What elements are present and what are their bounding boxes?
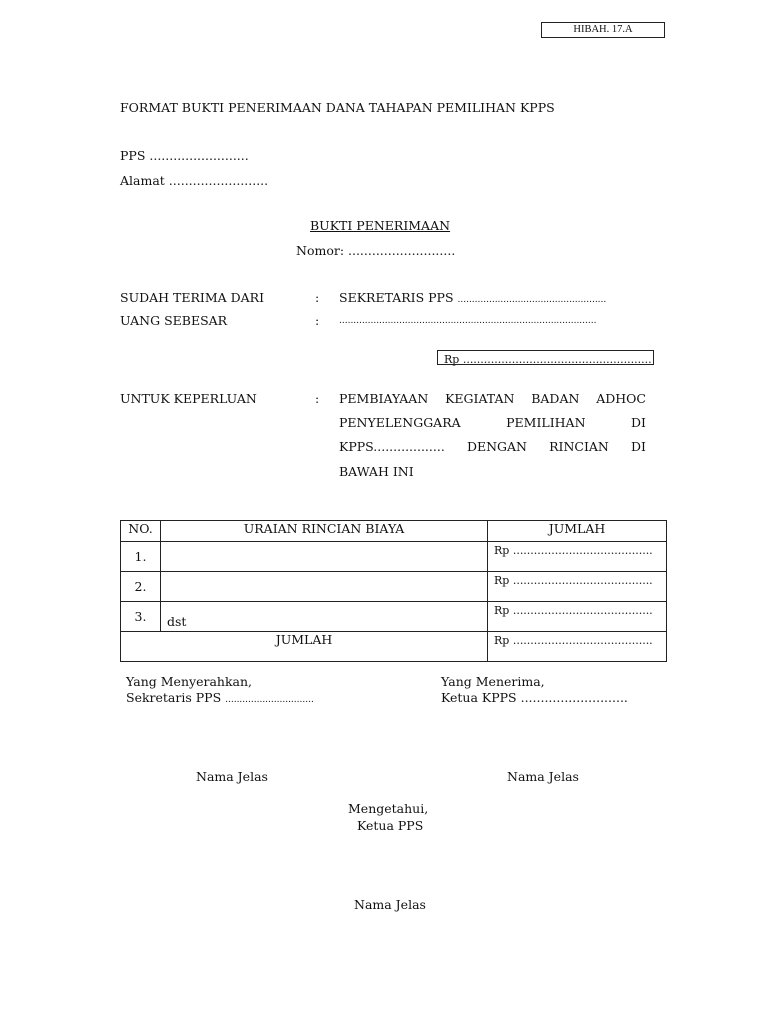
nomor-label: Nomor: — [296, 243, 345, 258]
rp-amount-box — [437, 350, 654, 365]
form-code-box — [541, 22, 665, 38]
alamat-dots: ......................... — [168, 173, 269, 188]
receipt-number — [296, 243, 455, 258]
keperluan-word: KPPS.................. — [339, 439, 445, 454]
keperluan-word: DI — [631, 415, 646, 430]
keperluan-colon: : — [315, 391, 320, 406]
table-row — [121, 602, 667, 632]
document-title: FORMAT BUKTI PENERIMAAN DANA TAHAPAN PEMILIHAN KPPS — [120, 100, 555, 115]
terima-value-line — [339, 290, 606, 305]
keperluan-label: UNTUK KEPERLUAN — [120, 391, 257, 406]
terima-dots: .................................................... — [457, 295, 607, 305]
ketua-pps-label: Ketua PPS — [357, 818, 424, 833]
giver-role: Sekretaris PPS — [126, 690, 222, 705]
total-label: JUMLAH — [121, 632, 488, 662]
keperluan-word: PEMBIAYAAN — [339, 391, 429, 406]
uang-label: UANG SEBESAR — [120, 313, 228, 328]
header-jumlah: JUMLAH — [488, 521, 667, 542]
giver-role-line — [126, 690, 314, 705]
receiver-name: Nama Jelas — [507, 769, 579, 784]
uang-dots: .......................................................................................... — [339, 316, 597, 326]
keperluan-word: BADAN — [531, 391, 580, 406]
giver-dots: ............................... — [225, 695, 314, 705]
keperluan-word: DENGAN — [466, 439, 527, 454]
row-jumlah: Rp ........................................ — [488, 542, 667, 572]
keperluan-line-4: BAWAH INI — [339, 464, 414, 479]
keperluan-word: DI — [631, 439, 646, 454]
receiver-role: Ketua KPPS — [441, 690, 517, 705]
keperluan-line-1 — [339, 391, 646, 406]
alamat-line — [120, 173, 268, 188]
keperluan-line-2 — [339, 415, 646, 430]
terima-label: SUDAH TERIMA DARI — [120, 290, 265, 305]
header-no: NO. — [121, 521, 161, 542]
row-uraian — [161, 542, 488, 572]
table-row — [121, 542, 667, 572]
row-no: 2. — [121, 572, 161, 602]
pps-label: PPS — [120, 148, 146, 163]
table-row — [121, 572, 667, 602]
receiver-title: Yang Menerima, — [441, 674, 545, 689]
nomor-dots: ........................... — [348, 243, 456, 258]
giver-name: Nama Jelas — [196, 769, 268, 784]
receiver-role-line — [441, 690, 628, 705]
table-total-row — [121, 632, 667, 662]
cost-table — [120, 520, 667, 662]
giver-title: Yang Menyerahkan, — [126, 674, 252, 689]
keperluan-word: ADHOC — [596, 391, 646, 406]
alamat-label: Alamat — [120, 173, 165, 188]
receipt-title: BUKTI PENERIMAAN — [310, 218, 451, 233]
receiver-dots: ........................... — [520, 690, 628, 705]
row-uraian — [161, 572, 488, 602]
row-no: 3. — [121, 602, 161, 632]
ketua-pps-name: Nama Jelas — [354, 897, 426, 912]
mengetahui-label: Mengetahui, — [348, 801, 429, 816]
row-uraian: dst — [161, 602, 488, 632]
total-jumlah: Rp ........................................ — [488, 632, 667, 662]
keperluan-word: PEMILIHAN — [506, 415, 586, 430]
keperluan-word: KEGIATAN — [445, 391, 515, 406]
table-header-row — [121, 521, 667, 542]
pps-dots: ......................... — [149, 148, 249, 163]
header-uraian: URAIAN RINCIAN BIAYA — [161, 521, 488, 542]
row-no: 1. — [121, 542, 161, 572]
form-code: HIBAH. 17.A — [573, 24, 633, 35]
pps-line — [120, 148, 249, 163]
uang-colon: : — [315, 313, 320, 328]
keperluan-word: RINCIAN — [549, 439, 609, 454]
keperluan-word: PENYELENGGARA — [339, 415, 461, 430]
terima-colon: : — [315, 290, 320, 305]
row-jumlah: Rp ........................................ — [488, 602, 667, 632]
keperluan-line-3 — [339, 439, 646, 454]
row-jumlah: Rp ........................................ — [488, 572, 667, 602]
terima-value: SEKRETARIS PPS — [339, 290, 454, 305]
rp-amount: Rp ...................................................... — [444, 353, 652, 366]
